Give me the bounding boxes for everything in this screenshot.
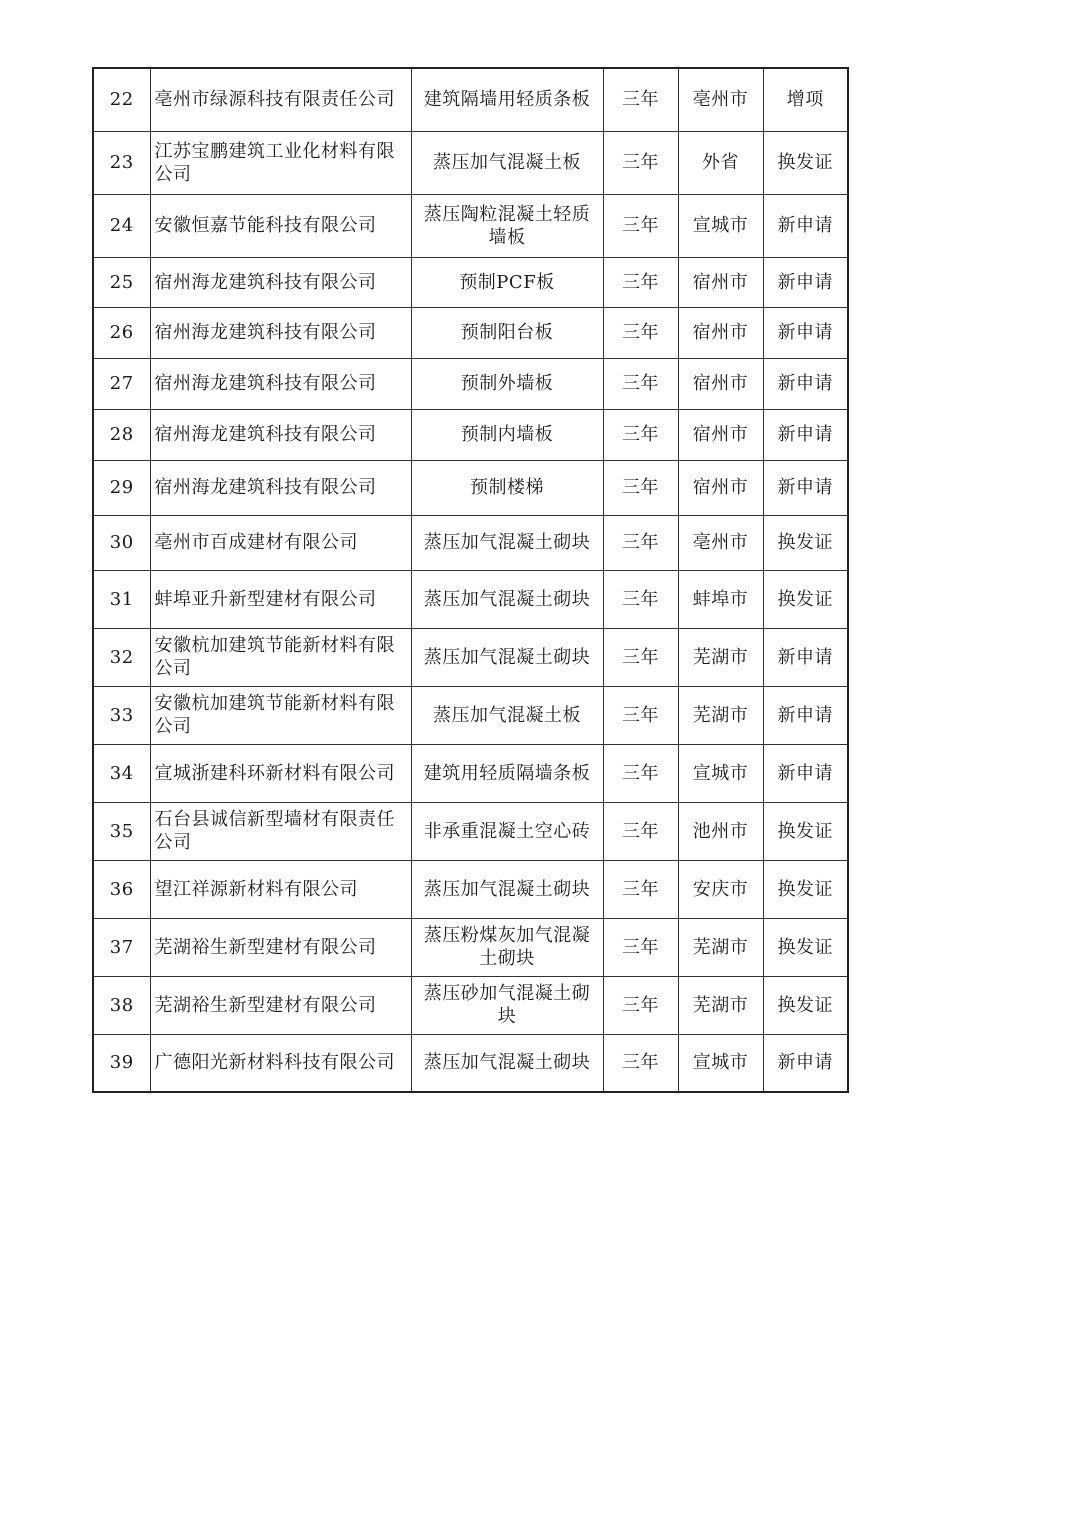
application-type-cell: 新申请 <box>763 628 848 686</box>
table-row <box>93 686 848 744</box>
product-name-cell: 建筑用轻质隔墙条板 <box>411 744 603 802</box>
row-number-cell: 25 <box>93 257 150 307</box>
table-row <box>93 194 848 257</box>
table-row <box>93 307 848 358</box>
company-name-cell: 芜湖裕生新型建材有限公司 <box>150 976 411 1034</box>
application-type-cell: 新申请 <box>763 686 848 744</box>
product-name-cell: 预制阳台板 <box>411 307 603 358</box>
region-cell: 宣城市 <box>678 194 763 257</box>
product-name-cell: 蒸压加气混凝土砌块 <box>411 570 603 628</box>
table-row <box>93 802 848 860</box>
validity-period-cell: 三年 <box>603 460 678 515</box>
table-body <box>93 68 848 1092</box>
table-row <box>93 744 848 802</box>
validity-period-cell: 三年 <box>603 744 678 802</box>
table-row <box>93 460 848 515</box>
validity-period-cell: 三年 <box>603 131 678 194</box>
product-name-cell: 预制PCF板 <box>411 257 603 307</box>
row-number-cell: 31 <box>93 570 150 628</box>
product-name-cell: 蒸压加气混凝土砌块 <box>411 515 603 570</box>
company-name-cell: 亳州市绿源科技有限责任公司 <box>150 68 411 131</box>
company-name-cell: 石台县诚信新型墙材有限责任公司 <box>150 802 411 860</box>
company-name-cell: 安徽恒嘉节能科技有限公司 <box>150 194 411 257</box>
region-cell: 芜湖市 <box>678 918 763 976</box>
table-row <box>93 68 848 131</box>
application-type-cell: 新申请 <box>763 358 848 409</box>
region-cell: 宣城市 <box>678 744 763 802</box>
product-name-cell: 蒸压粉煤灰加气混凝土砌块 <box>411 918 603 976</box>
company-name-cell: 宿州海龙建筑科技有限公司 <box>150 460 411 515</box>
product-name-cell: 非承重混凝土空心砖 <box>411 802 603 860</box>
validity-period-cell: 三年 <box>603 628 678 686</box>
product-name-cell: 蒸压加气混凝土砌块 <box>411 1034 603 1092</box>
product-name-cell: 预制外墙板 <box>411 358 603 409</box>
validity-period-cell: 三年 <box>603 570 678 628</box>
company-name-cell: 亳州市百成建材有限公司 <box>150 515 411 570</box>
row-number-cell: 24 <box>93 194 150 257</box>
product-name-cell: 蒸压加气混凝土板 <box>411 131 603 194</box>
region-cell: 池州市 <box>678 802 763 860</box>
application-type-cell: 新申请 <box>763 1034 848 1092</box>
application-type-cell: 增项 <box>763 68 848 131</box>
table-row <box>93 570 848 628</box>
company-name-cell: 宿州海龙建筑科技有限公司 <box>150 409 411 460</box>
row-number-cell: 37 <box>93 918 150 976</box>
region-cell: 外省 <box>678 131 763 194</box>
product-name-cell: 预制内墙板 <box>411 409 603 460</box>
company-name-cell: 广德阳光新材料科技有限公司 <box>150 1034 411 1092</box>
region-cell: 宿州市 <box>678 460 763 515</box>
row-number-cell: 39 <box>93 1034 150 1092</box>
row-number-cell: 27 <box>93 358 150 409</box>
region-cell: 宣城市 <box>678 1034 763 1092</box>
table-row <box>93 131 848 194</box>
company-name-cell: 宿州海龙建筑科技有限公司 <box>150 358 411 409</box>
validity-period-cell: 三年 <box>603 1034 678 1092</box>
certification-table <box>92 67 849 1093</box>
row-number-cell: 36 <box>93 860 150 918</box>
region-cell: 宿州市 <box>678 307 763 358</box>
row-number-cell: 35 <box>93 802 150 860</box>
application-type-cell: 新申请 <box>763 744 848 802</box>
row-number-cell: 22 <box>93 68 150 131</box>
row-number-cell: 29 <box>93 460 150 515</box>
company-name-cell: 宿州海龙建筑科技有限公司 <box>150 257 411 307</box>
region-cell: 蚌埠市 <box>678 570 763 628</box>
table-row <box>93 257 848 307</box>
application-type-cell: 新申请 <box>763 307 848 358</box>
company-name-cell: 宿州海龙建筑科技有限公司 <box>150 307 411 358</box>
company-name-cell: 望江祥源新材料有限公司 <box>150 860 411 918</box>
product-name-cell: 蒸压砂加气混凝土砌块 <box>411 976 603 1034</box>
validity-period-cell: 三年 <box>603 409 678 460</box>
region-cell: 宿州市 <box>678 358 763 409</box>
product-name-cell: 蒸压加气混凝土板 <box>411 686 603 744</box>
row-number-cell: 38 <box>93 976 150 1034</box>
application-type-cell: 新申请 <box>763 460 848 515</box>
table-row <box>93 976 848 1034</box>
row-number-cell: 34 <box>93 744 150 802</box>
application-type-cell: 新申请 <box>763 194 848 257</box>
table-row <box>93 918 848 976</box>
validity-period-cell: 三年 <box>603 918 678 976</box>
row-number-cell: 28 <box>93 409 150 460</box>
application-type-cell: 换发证 <box>763 131 848 194</box>
validity-period-cell: 三年 <box>603 860 678 918</box>
application-type-cell: 换发证 <box>763 515 848 570</box>
table-row <box>93 628 848 686</box>
application-type-cell: 新申请 <box>763 409 848 460</box>
product-name-cell: 蒸压加气混凝土砌块 <box>411 860 603 918</box>
product-name-cell: 蒸压加气混凝土砌块 <box>411 628 603 686</box>
company-name-cell: 安徽杭加建筑节能新材料有限公司 <box>150 628 411 686</box>
table-row <box>93 860 848 918</box>
company-name-cell: 蚌埠亚升新型建材有限公司 <box>150 570 411 628</box>
region-cell: 芜湖市 <box>678 686 763 744</box>
validity-period-cell: 三年 <box>603 686 678 744</box>
region-cell: 芜湖市 <box>678 628 763 686</box>
company-name-cell: 芜湖裕生新型建材有限公司 <box>150 918 411 976</box>
company-name-cell: 安徽杭加建筑节能新材料有限公司 <box>150 686 411 744</box>
product-name-cell: 建筑隔墙用轻质条板 <box>411 68 603 131</box>
validity-period-cell: 三年 <box>603 515 678 570</box>
table-row <box>93 1034 848 1092</box>
application-type-cell: 新申请 <box>763 257 848 307</box>
product-name-cell: 预制楼梯 <box>411 460 603 515</box>
region-cell: 芜湖市 <box>678 976 763 1034</box>
row-number-cell: 33 <box>93 686 150 744</box>
region-cell: 亳州市 <box>678 68 763 131</box>
table-row <box>93 515 848 570</box>
application-type-cell: 换发证 <box>763 918 848 976</box>
validity-period-cell: 三年 <box>603 802 678 860</box>
application-type-cell: 换发证 <box>763 976 848 1034</box>
company-name-cell: 江苏宝鹏建筑工业化材料有限公司 <box>150 131 411 194</box>
region-cell: 宿州市 <box>678 409 763 460</box>
application-type-cell: 换发证 <box>763 570 848 628</box>
validity-period-cell: 三年 <box>603 68 678 131</box>
region-cell: 安庆市 <box>678 860 763 918</box>
validity-period-cell: 三年 <box>603 307 678 358</box>
row-number-cell: 32 <box>93 628 150 686</box>
application-type-cell: 换发证 <box>763 860 848 918</box>
row-number-cell: 26 <box>93 307 150 358</box>
validity-period-cell: 三年 <box>603 358 678 409</box>
application-type-cell: 换发证 <box>763 802 848 860</box>
validity-period-cell: 三年 <box>603 257 678 307</box>
table-row <box>93 358 848 409</box>
row-number-cell: 30 <box>93 515 150 570</box>
validity-period-cell: 三年 <box>603 194 678 257</box>
region-cell: 亳州市 <box>678 515 763 570</box>
table-row <box>93 409 848 460</box>
company-name-cell: 宣城浙建科环新材料有限公司 <box>150 744 411 802</box>
validity-period-cell: 三年 <box>603 976 678 1034</box>
row-number-cell: 23 <box>93 131 150 194</box>
region-cell: 宿州市 <box>678 257 763 307</box>
product-name-cell: 蒸压陶粒混凝土轻质墙板 <box>411 194 603 257</box>
